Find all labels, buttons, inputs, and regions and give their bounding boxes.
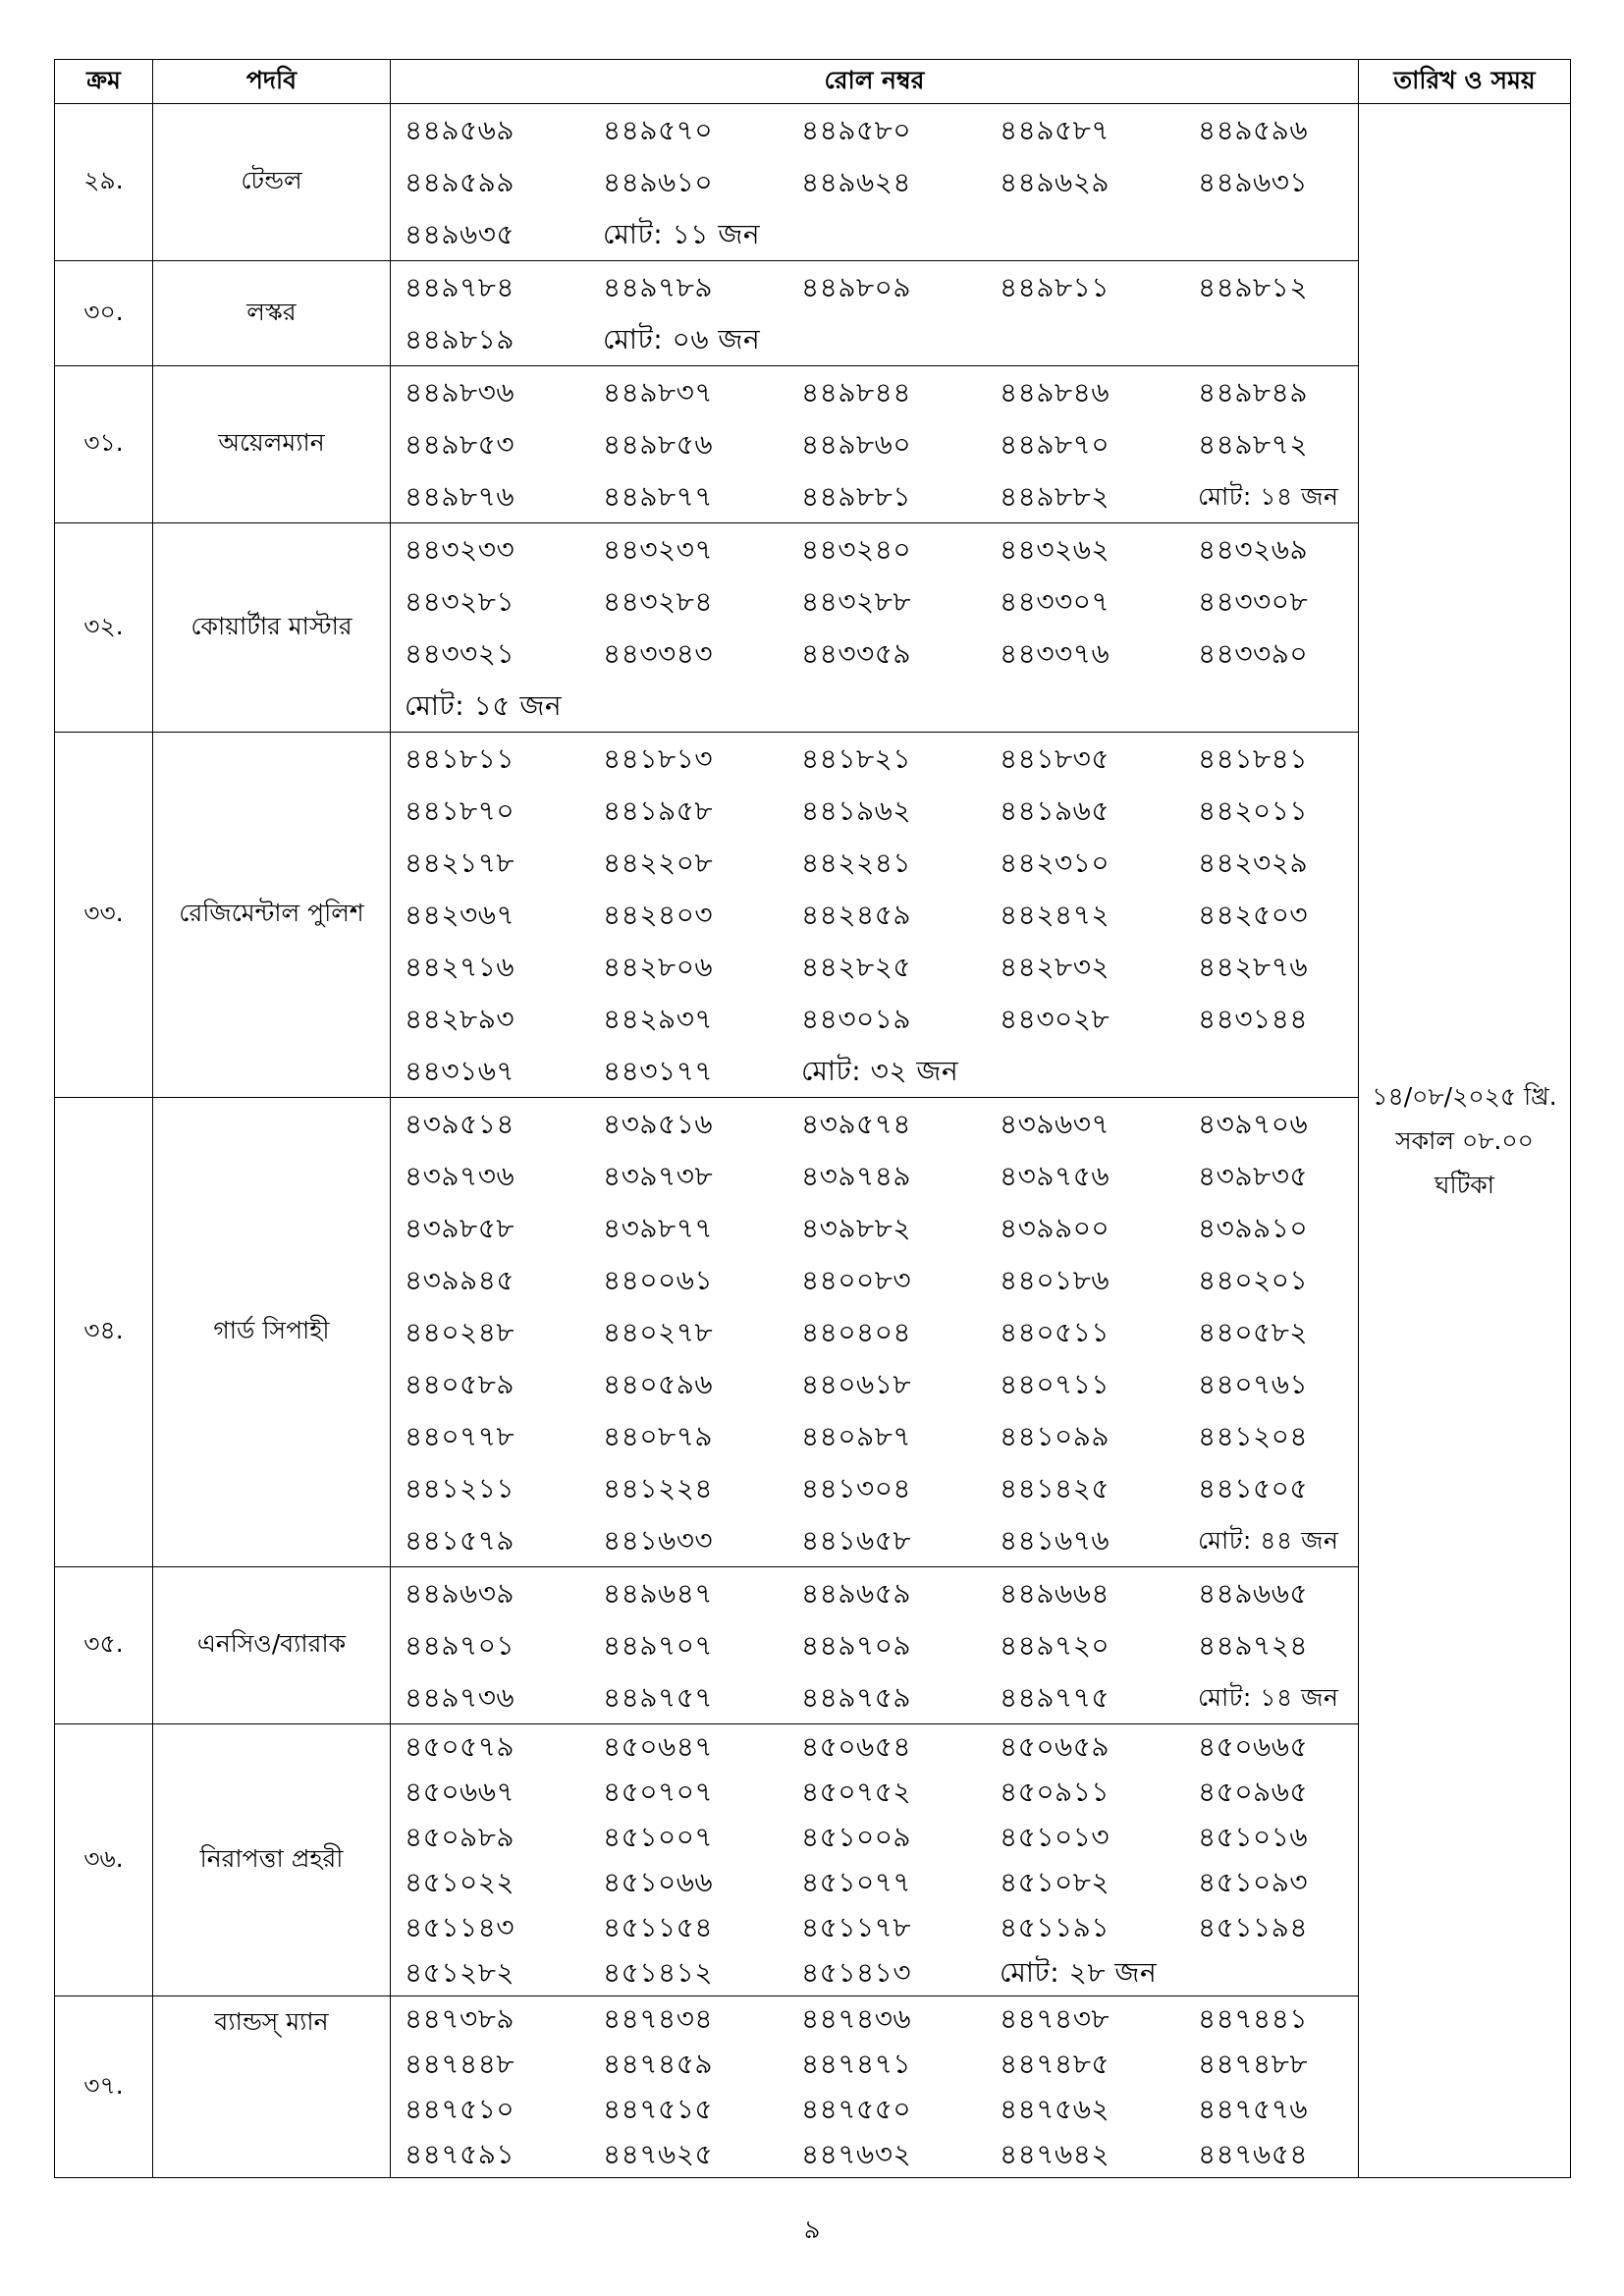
roll-number: ৪৪৯৮৪৪	[801, 376, 912, 409]
roll-number: ৪৫১১৪৩	[405, 1911, 515, 1943]
roll-number: ৪৫০৬৪৭	[603, 1730, 714, 1763]
roll-number: ৪৪৭৫১০	[405, 2093, 515, 2125]
roll-number: ৪৪১৪২৫	[1000, 1472, 1110, 1504]
row-roll-numbers	[391, 1098, 1359, 1567]
roll-number: ৪৪৯৮৫৬	[603, 428, 714, 461]
roll-number: ৪৪৩১৭৭	[603, 1055, 714, 1087]
roll-number: ৪৫১০০৭	[603, 1821, 714, 1853]
total-count: মোট: ০৬ জন	[603, 323, 761, 355]
exam-datetime	[1359, 104, 1571, 2178]
roll-number: ৪৩৯৮৭৭	[603, 1212, 714, 1244]
roll-number: ৪৪৯৮৩৭	[603, 376, 714, 409]
roll-number: ৪৩৯৫১৪	[405, 1108, 515, 1140]
row-serial: ৩৬.	[55, 1724, 153, 1996]
roll-number: ৪৪১২০৪	[1198, 1420, 1309, 1452]
roll-number: ৪৪৭৪৩৬	[801, 2002, 912, 2035]
roll-number: ৪৪১৮১৩	[603, 742, 714, 775]
roll-line	[405, 628, 1348, 680]
roll-number: ৪৪০২০১	[1198, 1264, 1309, 1296]
roll-number: ৪৪৭৪৮৫	[1000, 2048, 1110, 2080]
roll-line	[405, 104, 1348, 156]
roll-number: ৪৪৭৬৫৪	[1198, 2138, 1309, 2170]
roll-number: ৪৪৭৩৮৯	[405, 2002, 515, 2035]
roll-number: ৪৪৯৭৮৯	[603, 271, 714, 303]
roll-line	[405, 1671, 1348, 1723]
roll-number: ৪৪০৮৭৯	[603, 1420, 714, 1452]
roll-number: ৪৫১৪১২	[603, 1956, 714, 1989]
roll-number: ৪৫১০৮২	[1000, 1866, 1110, 1898]
roll-number: ৪৪১২১১	[405, 1472, 515, 1504]
roll-line	[405, 1306, 1348, 1358]
roll-line	[405, 1950, 1348, 1995]
roll-line	[405, 2087, 1348, 2132]
roll-number: ৪৪১৩০৪	[801, 1472, 912, 1504]
schedule-time: সকাল ০৮.০০	[1395, 1126, 1534, 1155]
roll-number: ৪৪৯৬৩৯	[405, 1577, 515, 1610]
roll-number: ৪৪১৮২১	[801, 742, 912, 775]
roll-line	[405, 785, 1348, 837]
roll-number: ৪৪৯৬৩৫	[405, 218, 515, 250]
roll-number: ৪৪১৮৪১	[1198, 742, 1309, 775]
roll-line	[405, 1996, 1348, 2042]
roll-number: ৪৪৭৪৩৮	[1000, 2002, 1110, 2035]
roll-number: ৪৪২৪৫৯	[801, 899, 912, 931]
roll-number: ৪৪৩২৬২	[1000, 533, 1110, 566]
roll-number: ৪৪৩৩৫৯	[801, 637, 912, 670]
row-post: এনসিও/ব্যারাক	[153, 1567, 391, 1724]
roll-number: ৪৪৩২৮৪	[603, 585, 714, 618]
row-serial: ৩১.	[55, 366, 153, 523]
roll-number: ৪৩৯৫৭৪	[801, 1108, 912, 1140]
roll-number: ৪৪৯৬২৪	[801, 166, 912, 198]
row-roll-numbers	[391, 1724, 1359, 1996]
roll-number: ৪৪০৫১১	[1000, 1316, 1110, 1348]
table-body	[55, 104, 1571, 2178]
roll-number: ৪৩৯৮৫৮	[405, 1212, 515, 1244]
roll-number: ৪৪২৩২৯	[1198, 847, 1309, 879]
roll-number: ৪৫০৯৬৫	[1198, 1776, 1309, 1808]
row-post: অয়েলম্যান	[153, 366, 391, 523]
roll-number: ৪৩৯৫১৬	[603, 1108, 714, 1140]
roll-number: ৪৪৩৩৪৩	[603, 637, 714, 670]
row-roll-numbers	[391, 104, 1359, 261]
roll-number: ৪৪৯৫৭০	[603, 114, 714, 146]
roll-number: ৪৫০৯১১	[1000, 1776, 1110, 1808]
total-count: মোট: ৪৪ জন	[1198, 1526, 1339, 1555]
roll-number: ৪৪০৭১১	[1000, 1368, 1110, 1400]
roll-number: ৪৪৯৫৯৬	[1198, 114, 1309, 146]
roll-line	[405, 1150, 1348, 1202]
row-post: টেন্ডল	[153, 104, 391, 261]
roll-line	[405, 470, 1348, 522]
roll-line	[405, 1619, 1348, 1671]
roll-number: ৪৪০৯৮৭	[801, 1420, 912, 1452]
row-serial: ২৯.	[55, 104, 153, 261]
row-post: ব্যান্ডস্ ম্যান	[153, 1996, 391, 2178]
roll-line	[405, 941, 1348, 993]
row-serial: ৩০.	[55, 261, 153, 366]
roll-number: ৪৫১০১৩	[1000, 1821, 1110, 1853]
roll-line	[405, 1905, 1348, 1950]
roll-number: ৪৪১৯৬২	[801, 794, 912, 827]
roll-number: ৪৪০৫৯৬	[603, 1368, 714, 1400]
row-serial: ৩৭.	[55, 1996, 153, 2178]
total-count: মোট: ২৮ জন	[1000, 1956, 1158, 1989]
roll-number: ৪৫০৬৫৪	[801, 1730, 912, 1763]
roll-number: ৪৪৯৭৭৫	[1000, 1681, 1110, 1714]
roll-number: ৪৪৯৫৯৯	[405, 166, 515, 198]
roll-number: ৪৪০০৮৩	[801, 1264, 912, 1296]
roll-number: ৪৪৯৭০৯	[801, 1629, 912, 1662]
table-row	[55, 261, 1571, 366]
roll-number: ৪৪০২৪৮	[405, 1316, 515, 1348]
roll-number: ৪৪২১৭৮	[405, 847, 515, 879]
roll-number: ৪৪২৮০৬	[603, 951, 714, 983]
roll-number: ৪৫১১৯১	[1000, 1911, 1110, 1943]
roll-number: ৪৪৯৮৭০	[1000, 428, 1110, 461]
roll-number: ৪৫১৪১৩	[801, 1956, 912, 1989]
total-count: মোট: ১১ জন	[603, 218, 761, 250]
row-serial: ৩৫.	[55, 1567, 153, 1724]
roll-number: ৪৪৯৮১৯	[405, 323, 515, 355]
roll-line	[405, 418, 1348, 470]
schedule-date: ১৪/০৮/২০২৫ খ্রি.	[1372, 1082, 1557, 1111]
roll-line	[405, 680, 1348, 732]
roll-number: ৪৪৯৮০৯	[801, 271, 912, 303]
roll-line	[405, 208, 1348, 260]
roll-number: ৪৪২৮৭৬	[1198, 951, 1309, 983]
table-row	[55, 733, 1571, 1098]
roll-number: ৪৪৯৮৭২	[1198, 428, 1309, 461]
roll-number: ৪৪৯৮১১	[1000, 271, 1110, 303]
roll-line	[405, 1462, 1348, 1514]
roll-number: ৪৫১১৭৮	[801, 1911, 912, 1943]
roll-number: ৪৪৯৭২৪	[1198, 1629, 1309, 1662]
table-row	[55, 1567, 1571, 1724]
roll-number: ৪৪১৯৬৫	[1000, 794, 1110, 827]
roll-number: ৪৪৯৬২৯	[1000, 166, 1110, 198]
roll-line	[405, 156, 1348, 208]
row-roll-numbers	[391, 1996, 1359, 2178]
roll-line	[405, 313, 1348, 365]
roll-number: ৪৪৯৮৪৯	[1198, 376, 1309, 409]
roll-number: ৪৪০৪০৪	[801, 1316, 912, 1348]
roll-number: ৪৪১২২৪	[603, 1472, 714, 1504]
roll-line	[405, 889, 1348, 941]
roll-number: ৪৫০৯৮৯	[405, 1821, 515, 1853]
roll-number: ৪৪৭৪৩৪	[603, 2002, 714, 2035]
roll-line	[405, 1098, 1348, 1150]
roll-number: ৪৪৭৪৭১	[801, 2048, 912, 2080]
roll-number: ৪৫১০২২	[405, 1866, 515, 1898]
roll-line	[405, 523, 1348, 575]
roll-number: ৪৪৭৫৯১	[405, 2138, 515, 2170]
roll-number: ৪৪৯৬৬৫	[1198, 1577, 1309, 1610]
total-count: মোট: ১৪ জন	[1198, 482, 1339, 511]
roll-number: ৪৪৭৬৪২	[1000, 2138, 1110, 2170]
roll-number: ৪৪১৮৭০	[405, 794, 515, 827]
roll-number: ৪৩৯৭০৬	[1198, 1108, 1309, 1140]
roll-number: ৪৪৯৭৫৯	[801, 1681, 912, 1714]
table-row	[55, 1724, 1571, 1996]
roll-line	[405, 1514, 1348, 1566]
roll-line	[405, 1860, 1348, 1905]
roll-number: ৪৪৭৫৫০	[801, 2093, 912, 2125]
roll-number: ৪৪২৭১৬	[405, 951, 515, 983]
roll-number: ৪৪৯৮৮১	[801, 480, 912, 513]
roll-number: ৪৪৩২৮১	[405, 585, 515, 618]
roll-number: ৪৪৯৭০৭	[603, 1629, 714, 1662]
roll-number: ৪৪৭৬৩২	[801, 2138, 912, 2170]
roll-number: ৪৪৭৫৭৬	[1198, 2093, 1309, 2125]
roll-number: ৪৪২২০৮	[603, 847, 714, 879]
roll-number: ৪৪৩৩০৮	[1198, 585, 1309, 618]
roll-line	[405, 261, 1348, 313]
roll-number: ৪৪৩১৬৭	[405, 1055, 515, 1087]
header-row	[55, 60, 1571, 104]
row-roll-numbers	[391, 733, 1359, 1098]
roll-number: ৪৪২৩১০	[1000, 847, 1110, 879]
row-roll-numbers	[391, 523, 1359, 733]
row-post: গার্ড সিপাহী	[153, 1098, 391, 1567]
roll-number: ৪৫০৬৫৯	[1000, 1730, 1110, 1763]
roll-number: ৪৪৩১৪৪	[1198, 1003, 1309, 1035]
roll-number: ৪৪৩০১৯	[801, 1003, 912, 1035]
roll-number: ৪৪০৭৬১	[1198, 1368, 1309, 1400]
roll-number: ৪৪৯৭৩৬	[405, 1681, 515, 1714]
roll-number: ৪৪৯৮৭৭	[603, 480, 714, 513]
roll-line	[405, 1254, 1348, 1306]
roll-number: ৪৪৯৫৬৯	[405, 114, 515, 146]
roll-number: ৪৪০৫৮২	[1198, 1316, 1309, 1348]
roll-line	[405, 993, 1348, 1045]
roll-number: ৪৩৯৭৪৯	[801, 1160, 912, 1192]
roll-number: ৪৪২৮৯৩	[405, 1003, 515, 1035]
table-row	[55, 523, 1571, 733]
roll-number: ৪৪৭৫৬২	[1000, 2093, 1110, 2125]
roll-number: ৪৪৯৮৫৩	[405, 428, 515, 461]
roll-number: ৪৪৩২৮৮	[801, 585, 912, 618]
roll-number: ৪৩৯৮৩৫	[1198, 1160, 1309, 1192]
header-post: পদবি	[153, 60, 391, 104]
schedule-unit: ঘটিকা	[1435, 1171, 1494, 1199]
roll-number: ৪৩৯৭৫৬	[1000, 1160, 1110, 1192]
roll-line	[405, 1567, 1348, 1619]
roll-line	[405, 837, 1348, 889]
roll-number: ৪৪৯৬৩১	[1198, 166, 1309, 198]
roll-number: ৪৪৯৭৫৭	[603, 1681, 714, 1714]
row-roll-numbers	[391, 261, 1359, 366]
table-row	[55, 366, 1571, 523]
roll-number: ৪৫০৭৫২	[801, 1776, 912, 1808]
roll-number: ৪৫১১৯৪	[1198, 1911, 1309, 1943]
roll-number: ৪৪৯৬৪৭	[603, 1577, 714, 1610]
roll-number: ৪৪৩০২৮	[1000, 1003, 1110, 1035]
roll-number: ৪৩৯৮৮২	[801, 1212, 912, 1244]
row-post: নিরাপত্তা প্রহরী	[153, 1724, 391, 1996]
roll-number: ৪৪৭৪৮৮	[1198, 2048, 1309, 2080]
roll-number: ৪৪০৬১৮	[801, 1368, 912, 1400]
header-datetime: তারিখ ও সময়	[1359, 60, 1571, 104]
roll-number: ৪৪১৫৭৯	[405, 1524, 515, 1557]
row-post: রেজিমেন্টাল পুলিশ	[153, 733, 391, 1098]
roll-number: ৪৪৯৮৩৬	[405, 376, 515, 409]
roll-number: ৪৪২৯৩৭	[603, 1003, 714, 1035]
roll-number: ৪৫১০০৯	[801, 1821, 912, 1853]
roll-line	[405, 1815, 1348, 1860]
row-serial: ৩২.	[55, 523, 153, 733]
total-count: মোট: ১৪ জন	[1198, 1683, 1339, 1712]
roll-number: ৪৪২৪৭২	[1000, 899, 1110, 931]
roll-number: ৪৪৯৭২০	[1000, 1629, 1110, 1662]
roll-number: ৪৪১৬৩৩	[603, 1524, 714, 1557]
row-roll-numbers	[391, 366, 1359, 523]
roll-number: ৪৪৯৮৮২	[1000, 480, 1110, 513]
roll-number: ৪৫১০৬৬	[603, 1866, 714, 1898]
roll-number: ৪৪৯৬৫৯	[801, 1577, 912, 1610]
roll-number: ৪৪২৩৬৭	[405, 899, 515, 931]
row-post: কোয়ার্টার মাস্টার	[153, 523, 391, 733]
roll-line	[405, 1770, 1348, 1815]
roll-number: ৪৫১০১৬	[1198, 1821, 1309, 1853]
row-serial: ৩৩.	[55, 733, 153, 1098]
page-number: ৯	[803, 2215, 821, 2245]
roll-number: ৪৪৯৫৮০	[801, 114, 912, 146]
roll-line	[405, 733, 1348, 785]
roll-number: ৪৪৩২৩৩	[405, 533, 515, 566]
roll-number: ৪৪৯৬১০	[603, 166, 714, 198]
row-serial: ৩৪.	[55, 1098, 153, 1567]
roll-number: ৪৪৯৮৪৬	[1000, 376, 1110, 409]
roll-number: ৪৪২৪০৩	[603, 899, 714, 931]
roll-number-table	[54, 59, 1571, 2178]
roll-number: ৪৪০১৮৬	[1000, 1264, 1110, 1296]
roll-number: ৪৪৯৮৬০	[801, 428, 912, 461]
roll-number: ৪৩৯৬৩৭	[1000, 1108, 1110, 1140]
roll-number: ৪৩৯৯০০	[1000, 1212, 1110, 1244]
roll-number: ৪৫০৬৬৭	[405, 1776, 515, 1808]
table-row	[55, 1098, 1571, 1567]
roll-number: ৪৪২৮৩২	[1000, 951, 1110, 983]
total-count: মোট: ৩২ জন	[801, 1055, 959, 1087]
roll-number: ৪৪৩২৬৯	[1198, 533, 1309, 566]
roll-line	[405, 1202, 1348, 1254]
roll-number: ৪৪৭৬২৫	[603, 2138, 714, 2170]
roll-number: ৪৪১৫০৫	[1198, 1472, 1309, 1504]
roll-number: ৪৪১০৯৯	[1000, 1420, 1110, 1452]
roll-number: ৪৪০৭৭৮	[405, 1420, 515, 1452]
roll-number: ৪৪৩৩২১	[405, 637, 515, 670]
roll-number: ৪৪৭৪৪৮	[405, 2048, 515, 2080]
roll-number: ৪৫০৭০৭	[603, 1776, 714, 1808]
roll-number: ৪৪৯৭০১	[405, 1629, 515, 1662]
roll-number: ৪৪১৮১১	[405, 742, 515, 775]
roll-line	[405, 1410, 1348, 1462]
table-row	[55, 104, 1571, 261]
roll-number: ৪৫০৫৭৯	[405, 1730, 515, 1763]
roll-number: ৪৩৯৭৩৬	[405, 1160, 515, 1192]
roll-number: ৪৫১১৫৪	[603, 1911, 714, 1943]
roll-number: ৪৪৩৩৯০	[1198, 637, 1309, 670]
roll-number: ৪৫১২৮২	[405, 1956, 515, 1989]
roll-number: ৪৪৭৪৪১	[1198, 2002, 1309, 2035]
header-serial: ক্রম	[55, 60, 153, 104]
roll-number: ৪৩৯৯১০	[1198, 1212, 1309, 1244]
row-post: লস্কর	[153, 261, 391, 366]
roll-line	[405, 1358, 1348, 1410]
header-rolls: রোল নম্বর	[391, 60, 1359, 104]
roll-number: ৪৪৯৫৮৭	[1000, 114, 1110, 146]
roll-number: ৪৪১৬৫৮	[801, 1524, 912, 1557]
roll-number: ৪৪৩২৪০	[801, 533, 912, 566]
roll-number: ৪৪১৯৫৮	[603, 794, 714, 827]
roll-line	[405, 366, 1348, 418]
roll-line	[405, 2042, 1348, 2087]
roll-number: ৪৪৯৮৭৬	[405, 480, 515, 513]
roll-number: ৪৫০৬৬৫	[1198, 1730, 1309, 1763]
roll-line	[405, 1045, 1348, 1097]
roll-line	[405, 1724, 1348, 1770]
roll-number: ৪৪০৫৮৯	[405, 1368, 515, 1400]
roll-number: ৪৪৭৫১৫	[603, 2093, 714, 2125]
roll-number: ৪৪৩৩০৭	[1000, 585, 1110, 618]
roll-number: ৪৪২০১১	[1198, 794, 1309, 827]
roll-number: ৪৫১০৯৩	[1198, 1866, 1309, 1898]
roll-number: ৪৪৯৮১২	[1198, 271, 1309, 303]
roll-number: ৪৪৩২৩৭	[603, 533, 714, 566]
roll-number: ৪৪৩৩৭৬	[1000, 637, 1110, 670]
row-roll-numbers	[391, 1567, 1359, 1724]
roll-number: ৪৪৯৬৬৪	[1000, 1577, 1110, 1610]
roll-number: ৪৩৯৯৪৫	[405, 1264, 515, 1296]
roll-number: ৪৪২৮২৫	[801, 951, 912, 983]
roll-number: ৪৪২৫০৩	[1198, 899, 1309, 931]
roll-number: ৪৫১০৭৭	[801, 1866, 912, 1898]
roll-number: ৪৪২২৪১	[801, 847, 912, 879]
roll-number: ৪৪৭৪৫৯	[603, 2048, 714, 2080]
total-count: মোট: ১৫ জন	[405, 689, 563, 722]
roll-number: ৪৪০০৬১	[603, 1264, 714, 1296]
roll-number: ৪৪১৮৩৫	[1000, 742, 1110, 775]
roll-number: ৪৪০২৭৮	[603, 1316, 714, 1348]
table-row	[55, 1996, 1571, 2178]
roll-number: ৪৪৯৭৮৪	[405, 271, 515, 303]
roll-number: ৪৩৯৭৩৮	[603, 1160, 714, 1192]
roll-number: ৪৪১৬৭৬	[1000, 1524, 1110, 1557]
roll-line	[405, 2132, 1348, 2177]
roll-line	[405, 575, 1348, 628]
